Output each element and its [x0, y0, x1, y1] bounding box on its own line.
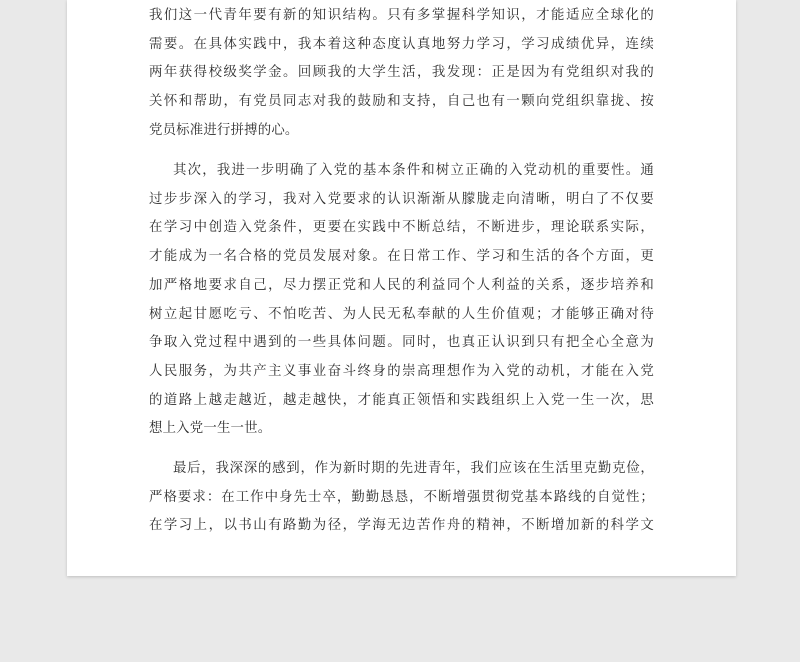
text-line: 在学习中创造入党条件，更要在实践中不断总结，不断进步，理论联系实际， [149, 220, 654, 236]
text-line: 树立起甘愿吃亏、不怕吃苦、为人民无私奉献的人生价值观；才能够正确对待 [149, 306, 654, 322]
paragraph-party-motivation [149, 157, 654, 444]
text-line: 最后，我深深的感到，作为新时期的先进青年，我们应该在生活里克勤克俭， [173, 461, 654, 476]
text-line: 加严格地要求自己，尽力摆正党和人民的利益同个人利益的关系，逐步培养和 [149, 277, 654, 293]
text-line: 我们这一代青年要有新的知识结构。只有多掌握科学知识，才能适应全球化的 [149, 8, 654, 23]
text-line: 想上入党一生一世。 [149, 421, 272, 437]
text-line: 两年获得校级奖学金。回顾我的大学生活，我发现：正是因为有党组织对我的 [149, 65, 654, 81]
document-page [67, 0, 736, 576]
paragraph-knowledge-structure [149, 2, 654, 146]
text-line: 党员标准进行拼搏的心。 [149, 122, 299, 138]
text-line: 过步步深入的学习，我对入党要求的认识渐渐从朦胧走向清晰，明白了不仅要 [149, 191, 654, 207]
text-line: 严格要求：在工作中身先士卒，勤勤恳恳，不断增强贯彻党基本路线的自觉性； [149, 489, 654, 505]
text-line: 需要。在具体实践中，我本着这种态度认真地努力学习，学习成绩优异，连续 [149, 36, 654, 52]
text-line: 才能成为一名合格的党员发展对象。在日常工作、学习和生活的各个方面，更 [149, 249, 654, 265]
text-line: 的道路上越走越近，越走越快，才能真正领悟和实践组织上入党一生一次，思 [149, 392, 654, 408]
text-line: 关怀和帮助，有党员同志对我的鼓励和支持，自己也有一颗向党组织靠拢、按 [149, 94, 654, 110]
text-line: 在学习上，以书山有路勤为径，学海无边苦作舟的精神，不断增加新的科学文 [149, 518, 654, 534]
text-line: 争取入党过程中遇到的一些具体问题。同时，也真正认识到只有把全心全意为 [149, 335, 654, 351]
text-line: 其次，我进一步明确了入党的基本条件和树立正确的入党动机的重要性。通 [173, 163, 654, 178]
text-line: 人民服务，为共产主义事业奋斗终身的崇高理想作为入党的动机，才能在入党 [149, 363, 654, 379]
paragraph-conclusion [149, 455, 654, 541]
